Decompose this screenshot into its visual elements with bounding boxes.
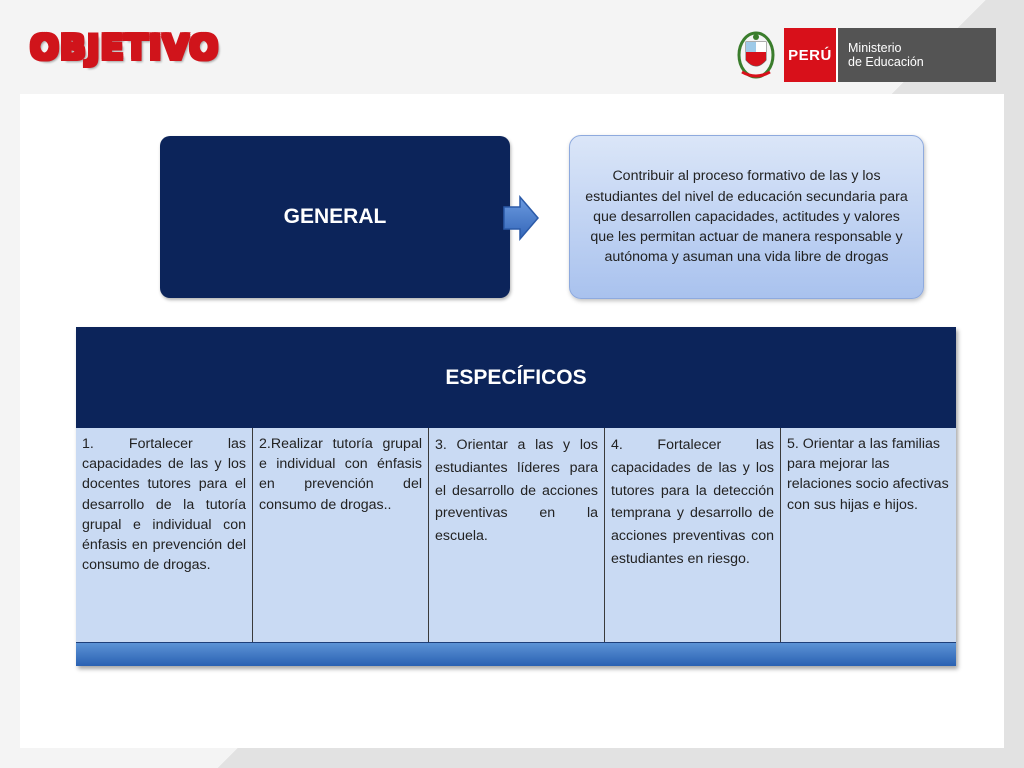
ministry-label <box>836 28 996 82</box>
objective-cell-3: 3. Orientar a las y los estudiantes líderes para el desarrollo de acciones preventivas en la escuela. <box>428 428 604 642</box>
objective-cell-5: 5. Orientar a las familias para mejorar las relaciones socio afectivas con sus hijas e hijos. <box>780 428 956 642</box>
specific-objectives-table <box>76 327 956 666</box>
table-footer-bar <box>76 642 956 666</box>
slide-title: OBJETIVO <box>30 28 220 68</box>
objective-cell-1: 1. Fortalecer las capacidades de las y los docentes tutores para el desarrollo de la tutoría grupal e individual con énfasis en prevención del consumo de drogas. <box>76 428 252 642</box>
objective-cell-2: 2.Realizar tutoría grupal e individual con énfasis en prevención del consumo de drogas.. <box>252 428 428 642</box>
ministry-line-1: Ministerio <box>848 41 902 55</box>
objective-cell-4: 4. Fortalecer las capacidades de las y los tutores para la detección temprana y desarrollo de acciones preventivas con estudiantes en riesgo. <box>604 428 780 642</box>
right-arrow-icon <box>502 195 540 241</box>
ministry-line-2: de Educación <box>848 55 924 69</box>
specific-objectives-row <box>76 428 956 642</box>
specific-objectives-header: ESPECÍFICOS <box>76 327 956 428</box>
coat-of-arms-icon <box>736 28 776 82</box>
general-box: GENERAL <box>160 136 510 298</box>
ministry-logo <box>736 28 996 82</box>
general-description: Contribuir al proceso formativo de las y los estudiantes del nivel de educación secundaria para que desarrollen capacidades, actitudes y valores que les permitan actuar de manera responsable y autónoma y asuman una vida libre de drogas <box>569 135 924 299</box>
peru-label: PERÚ <box>784 28 836 82</box>
